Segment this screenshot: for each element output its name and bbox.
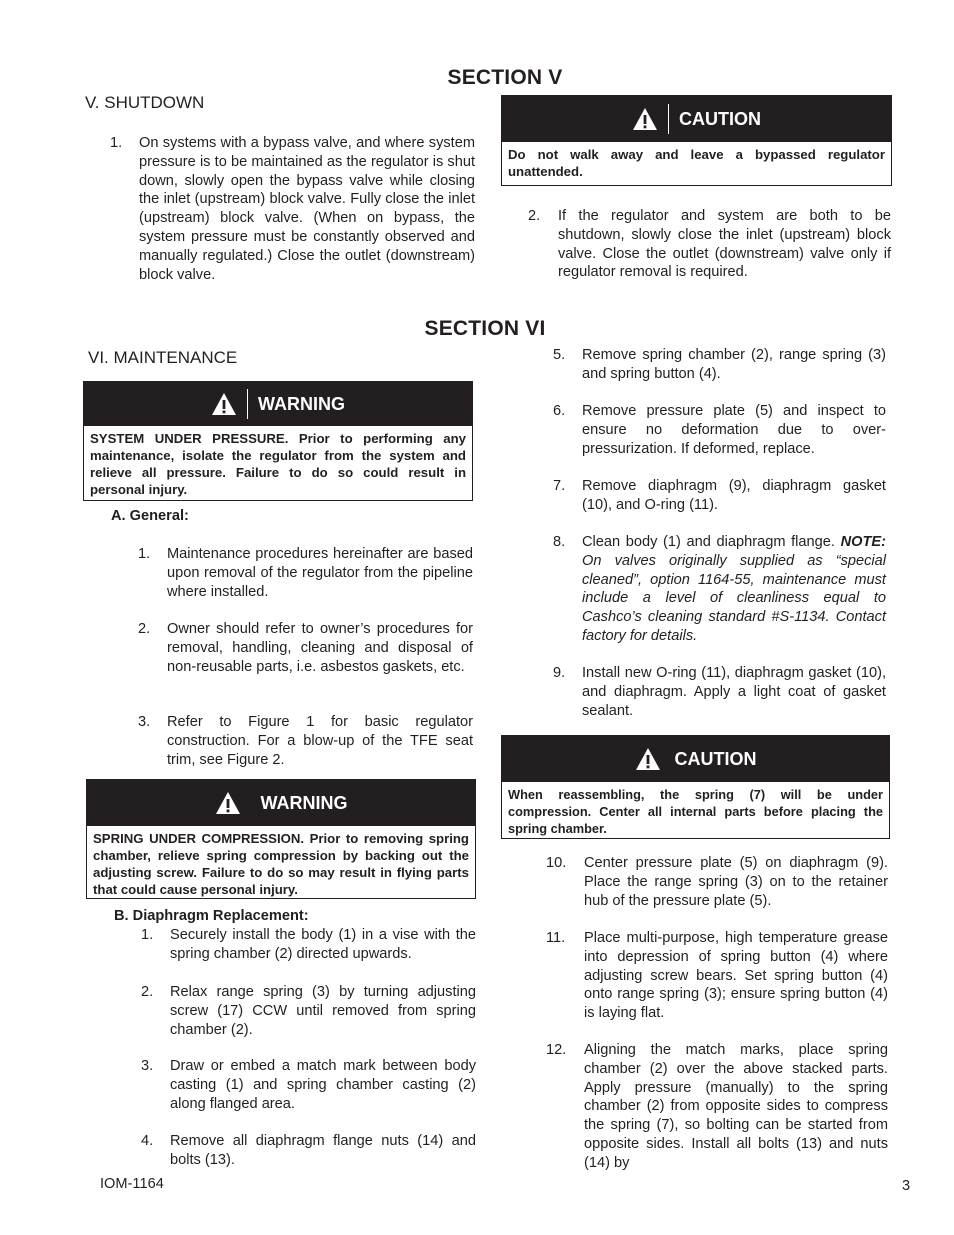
warning-triangle-icon xyxy=(635,746,661,772)
caution-text: Do not walk away and leave a bypassed regulator unattended. xyxy=(508,147,885,179)
diaphragm-heading: B. Diaphragm Replacement: xyxy=(114,908,309,924)
caution-box-reassembly xyxy=(501,735,890,839)
list-item: 2. If the regulator and system are both to be shutdown, slowly close the inlet (upstream) block valve. Close the outlet (downstream) valve only if regulator removal is required. xyxy=(528,208,891,281)
list-item: 11. Place multi-purpose, high temperature grease into depression of spring button (4) where adjusting screw bears. Set spring button (4) onto range spring (3); ensure spring button (4) is laying flat. xyxy=(546,930,888,1022)
page-number: 3 xyxy=(902,1178,911,1194)
caution-text: When reassembling, the spring (7) will be under compression. Center all internal parts before placing the spring chamber. xyxy=(508,787,883,836)
list-item: 9. Install new O-ring (11), diaphragm gasket (10), and diaphragm. Apply a light coat of gasket sealant. xyxy=(553,665,886,719)
list-item: 2. Owner should refer to owner’s procedures for removal, handling, cleaning and disposal of non-reusable parts, i.e. asbestos gaskets, etc. xyxy=(138,621,473,675)
list-item: 10. Center pressure plate (5) on diaphragm (9). Place the range spring (3) on to the retainer hub of the pressure plate (5). xyxy=(546,855,888,909)
caution-label: CAUTION xyxy=(679,108,761,129)
list-item: 4. Remove all diaphragm flange nuts (14) and bolts (13). xyxy=(141,1133,476,1168)
list-item: 1. On systems with a bypass valve, and where system pressure is to be maintained as the regulator is shut down, slowly open the bypass valve while closing the inlet (upstream) block valve. Fully close the inlet (upstream) block valve. (When on bypass, the system pressure must be constantly observed and manually regulated.) Close the outlet (downstream) block valve. xyxy=(110,135,475,283)
list-item: 8. Clean body (1) and diaphragm flange. NOTE: On valves originally supplied as “special cleaned”, option 1164-55, maintenance must include a level of cleanliness equal to Cashco’s cleaning standard #S-1134. Contact factory for details. xyxy=(553,534,886,644)
list-item: 12. Aligning the match marks, place spring chamber (2) over the above stacked parts. Apply pressure (manually) to the spring chamber (2) from opposite sides to compress the spring (7), so bolting can be started from opposite sides. Install all bolts (13) and nuts (14) by xyxy=(546,1042,888,1171)
list-item: 5. Remove spring chamber (2), range spring (3) and spring button (4). xyxy=(553,347,886,382)
warning-label: WARNING xyxy=(260,792,348,813)
warning-box-spring xyxy=(86,779,476,899)
list-item: 1. Securely install the body (1) in a vise with the spring chamber (2) directed upwards. xyxy=(141,927,476,962)
caution-label: CAUTION xyxy=(674,748,757,769)
caution-box-bypass xyxy=(501,95,892,186)
list-item: 6. Remove pressure plate (5) and inspect to ensure no deformation due to over-pressurization. If deformed, replace. xyxy=(553,403,886,457)
warning-label: WARNING xyxy=(258,393,345,414)
list-item: 2. Relax range spring (3) by turning adjusting screw (17) CCW until removed from spring chamber (2). xyxy=(141,984,476,1038)
general-heading: A. General: xyxy=(111,508,189,524)
maintenance-heading: VI. MAINTENANCE xyxy=(88,348,238,367)
document-id: IOM-1164 xyxy=(100,1176,164,1192)
list-item: 3. Refer to Figure 1 for basic regulator construction. For a blow-up of the TFE seat trim, see Figure 2. xyxy=(138,714,473,768)
note-label: NOTE: xyxy=(840,534,886,550)
shutdown-heading: V. SHUTDOWN xyxy=(85,93,205,112)
warning-text: SYSTEM UNDER PRESSURE. Prior to performing any maintenance, isolate the regulator from the system and relieve all pressure. Failure to do so could result in personal injury. xyxy=(90,431,466,497)
warning-triangle-icon xyxy=(632,106,658,132)
warning-triangle-icon xyxy=(215,790,241,816)
list-item: 1. Maintenance procedures hereinafter are based upon removal of the regulator from the pipeline where installed. xyxy=(138,546,473,600)
list-item: 7. Remove diaphragm (9), diaphragm gasket (10), and O-ring (11). xyxy=(553,478,886,513)
section-5-title: SECTION V xyxy=(447,66,563,89)
list-item: 3. Draw or embed a match mark between body casting (1) and spring chamber casting (2) along flanged area. xyxy=(141,1058,476,1112)
warning-triangle-icon xyxy=(211,391,237,417)
warning-box-pressure xyxy=(83,381,473,501)
warning-text: SPRING UNDER COMPRESSION. Prior to removing spring chamber, relieve spring compression by backing out the adjusting screw. Failure to do so may result in flying parts that could cause personal injury. xyxy=(93,831,469,897)
section-6-title: SECTION VI xyxy=(424,317,546,340)
